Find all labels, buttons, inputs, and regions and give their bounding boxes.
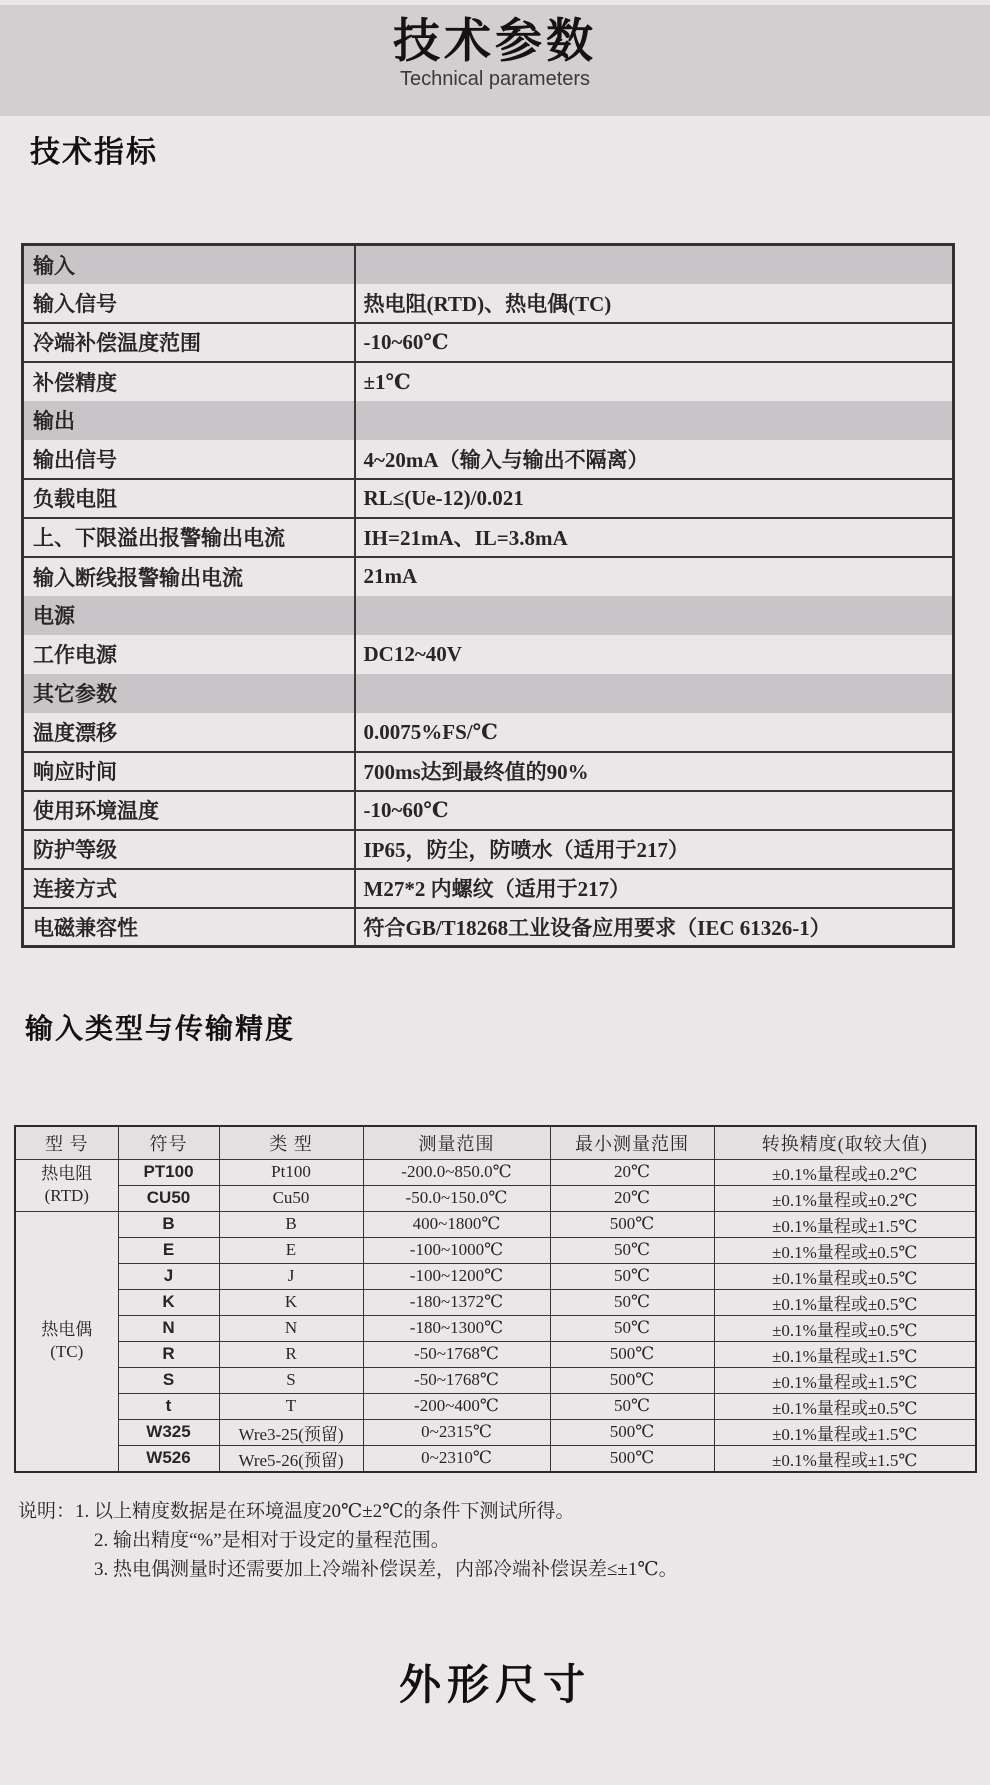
spec-value-cell (355, 401, 954, 440)
range-cell: -200~400℃ (363, 1393, 550, 1419)
table-row (15, 1185, 976, 1211)
spec-value-cell (355, 674, 954, 713)
type-table-header-cell: 符号 (118, 1126, 219, 1159)
table-row (23, 713, 954, 752)
range-cell: 0~2310℃ (363, 1445, 550, 1472)
spec-value-cell: -10~60℃ (355, 791, 954, 830)
spec-value-cell: -10~60℃ (355, 323, 954, 362)
symbol-cell: B (118, 1211, 219, 1237)
table-row (15, 1445, 976, 1472)
type-cell: T (219, 1393, 363, 1419)
spec-value-cell: 700ms达到最终值的90% (355, 752, 954, 791)
type-cell: Wre5-26(预留) (219, 1445, 363, 1472)
spec-label-cell: 负载电阻 (23, 479, 355, 518)
range-cell: -180~1300℃ (363, 1315, 550, 1341)
range-cell: -50~1768℃ (363, 1341, 550, 1367)
range-cell: -50~1768℃ (363, 1367, 550, 1393)
spec-label-cell: 使用环境温度 (23, 791, 355, 830)
note-line: 3. 热电偶测量时还需要加上冷端补偿误差，内部冷端补偿误差≤±1℃。 (94, 1559, 678, 1580)
input-type-table (14, 1125, 977, 1473)
table-row (23, 362, 954, 401)
spec-value-cell: DC12~40V (363, 641, 462, 666)
accuracy-cell: ±0.1%量程或±0.2℃ (714, 1185, 976, 1211)
spec-label-cell: 工作电源 (23, 635, 355, 674)
spec-value-cell: RL≤(Ue-12)/0.021 (355, 479, 954, 518)
range-cell: -50.0~150.0℃ (363, 1185, 550, 1211)
spec-label-cell: 输入 (23, 245, 355, 284)
type-cell: Pt100 (219, 1159, 363, 1185)
spec-value-cell: ±1℃ (355, 362, 954, 401)
outline-section-title: 外形尺寸 (398, 1661, 591, 1708)
spec-label-cell: 输出 (23, 401, 355, 440)
type-table-header-cell: 测量范围 (363, 1126, 550, 1159)
accuracy-cell: ±0.1%量程或±0.5℃ (714, 1263, 976, 1289)
min-range-cell: 500℃ (550, 1445, 714, 1472)
symbol-cell: W526 (118, 1445, 219, 1472)
type-table-header-cell: 最小测量范围 (550, 1126, 714, 1159)
spec-label-cell: 温度漂移 (23, 713, 355, 752)
table-row (15, 1289, 976, 1315)
header-band (0, 5, 990, 116)
min-range-cell: 500℃ (550, 1367, 714, 1393)
type-cell: K (219, 1289, 363, 1315)
notes-prefix: 说明： (18, 1501, 76, 1522)
range-cell: -100~1200℃ (363, 1263, 550, 1289)
table-row (15, 1393, 976, 1419)
type-cell: E (219, 1237, 363, 1263)
type-table-header-cell: 型 号 (15, 1126, 118, 1159)
spec-label-cell: 冷端补偿温度范围 (23, 323, 355, 362)
symbol-cell: N (118, 1315, 219, 1341)
min-range-cell: 500℃ (550, 1211, 714, 1237)
spec-label-cell: 电磁兼容性 (23, 908, 355, 947)
symbol-cell: PT100 (118, 1159, 219, 1185)
range-cell: -200.0~850.0℃ (363, 1159, 550, 1185)
spec-label-cell: 输入断线报警输出电流 (23, 557, 355, 596)
symbol-cell: S (118, 1367, 219, 1393)
spec-label-cell: 输出信号 (23, 440, 355, 479)
spec-label-cell: 输入信号 (23, 284, 355, 323)
type-table-body (15, 1159, 976, 1472)
min-range-cell: 50℃ (550, 1237, 714, 1263)
table-row (23, 869, 954, 908)
table-row (23, 596, 954, 635)
accuracy-cell: ±0.1%量程或±1.5℃ (714, 1341, 976, 1367)
note-text: 1. 以上精度数据是在环境温度20℃±2℃的条件下测试所得。 (75, 1501, 575, 1522)
spec-value-cell (355, 596, 954, 635)
table-row (23, 245, 954, 284)
symbol-cell: t (118, 1393, 219, 1419)
accuracy-cell: ±0.1%量程或±0.2℃ (714, 1159, 976, 1185)
min-range-cell: 50℃ (550, 1289, 714, 1315)
table-row (23, 752, 954, 791)
type-table-header-cell: 类 型 (219, 1126, 363, 1159)
table-row (15, 1159, 976, 1185)
symbol-cell: E (118, 1237, 219, 1263)
spec-label-cell: 上、下限溢出报警输出电流 (23, 518, 355, 557)
symbol-cell: W325 (118, 1419, 219, 1445)
table-row (23, 791, 954, 830)
table-row (23, 440, 954, 479)
type-cell: Cu50 (219, 1185, 363, 1211)
min-range-cell: 500℃ (550, 1341, 714, 1367)
spec-label-cell: 电源 (23, 596, 355, 635)
table-row (15, 1367, 976, 1393)
accuracy-cell: ±0.1%量程或±1.5℃ (714, 1367, 976, 1393)
spec-table-body (23, 245, 954, 947)
spec-value-cell: 符合GB/T18268工业设备应用要求（IEC 61326-1） (355, 908, 954, 947)
symbol-cell: CU50 (118, 1185, 219, 1211)
type-cell: N (219, 1315, 363, 1341)
table-row (23, 908, 954, 947)
spec-table (21, 243, 955, 948)
symbol-cell: R (118, 1341, 219, 1367)
spec-value-cell: IP65，防尘，防喷水（适用于217） (355, 830, 954, 869)
accuracy-cell: ±0.1%量程或±1.5℃ (714, 1211, 976, 1237)
min-range-cell: 50℃ (550, 1315, 714, 1341)
spec-label-cell: 其它参数 (23, 674, 355, 713)
min-range-cell: 20℃ (550, 1185, 714, 1211)
table-row (23, 401, 954, 440)
spec-label-cell: 响应时间 (23, 752, 355, 791)
page-title: 技术参数 (393, 14, 597, 67)
table-row (23, 284, 954, 323)
note-line (18, 1497, 678, 1526)
table-row (15, 1315, 976, 1341)
accuracy-cell: ±0.1%量程或±0.5℃ (714, 1289, 976, 1315)
spec-value-cell: 热电阻(RTD)、热电偶(TC) (363, 291, 612, 316)
symbol-cell: K (118, 1289, 219, 1315)
table-row (23, 830, 954, 869)
table-row (23, 479, 954, 518)
table-row (15, 1263, 976, 1289)
table-row (23, 557, 954, 596)
min-range-cell: 50℃ (550, 1393, 714, 1419)
table-row (15, 1211, 976, 1237)
accuracy-cell: ±0.1%量程或±1.5℃ (714, 1445, 976, 1472)
min-range-cell: 20℃ (550, 1159, 714, 1185)
range-cell: -100~1000℃ (363, 1237, 550, 1263)
model-group-cell: 热电偶 (TC) (15, 1211, 118, 1472)
specs-section-title: 技术指标 (30, 136, 158, 169)
type-cell: S (219, 1367, 363, 1393)
min-range-cell: 50℃ (550, 1263, 714, 1289)
table-row (15, 1237, 976, 1263)
table-row (15, 1341, 976, 1367)
type-table-header-row (15, 1126, 976, 1159)
model-group-cell: 热电阻 (RTD) (15, 1159, 118, 1211)
type-table-header-cell: 转换精度(取较大值) (714, 1126, 976, 1159)
type-cell: Wre3-25(预留) (219, 1419, 363, 1445)
table-row (23, 674, 954, 713)
range-cell: -180~1372℃ (363, 1289, 550, 1315)
range-cell: 0~2315℃ (363, 1419, 550, 1445)
symbol-cell: J (118, 1263, 219, 1289)
types-section-title: 输入类型与传输精度 (25, 1013, 296, 1044)
accuracy-cell: ±0.1%量程或±0.5℃ (714, 1393, 976, 1419)
type-cell: B (219, 1211, 363, 1237)
spec-value-cell: 21mA (355, 557, 954, 596)
accuracy-cell: ±0.1%量程或±0.5℃ (714, 1315, 976, 1341)
type-cell: R (219, 1341, 363, 1367)
page-subtitle: Technical parameters (399, 68, 591, 90)
spec-value-cell: 4~20mA（输入与输出不隔离） (363, 447, 649, 472)
accuracy-cell: ±0.1%量程或±1.5℃ (714, 1419, 976, 1445)
spec-label-cell: 补偿精度 (23, 362, 355, 401)
spec-value-cell (355, 245, 954, 284)
accuracy-cell: ±0.1%量程或±0.5℃ (714, 1237, 976, 1263)
table-row (23, 323, 954, 362)
table-row (15, 1419, 976, 1445)
min-range-cell: 500℃ (550, 1419, 714, 1445)
table-row (23, 635, 954, 674)
spec-label-cell: 连接方式 (23, 869, 355, 908)
spec-value-cell: IH=21mA、IL=3.8mA (355, 518, 954, 557)
note-line: 2. 输出精度“%”是相对于设定的量程范围。 (94, 1530, 450, 1551)
range-cell: 400~1800℃ (363, 1211, 550, 1237)
notes-block (18, 1497, 678, 1584)
spec-label-cell: 防护等级 (23, 830, 355, 869)
table-row (23, 518, 954, 557)
spec-value-cell: 0.0075%FS/℃ (363, 719, 498, 744)
spec-value-cell: M27*2 内螺纹（适用于217） (355, 869, 954, 908)
type-cell: J (219, 1263, 363, 1289)
